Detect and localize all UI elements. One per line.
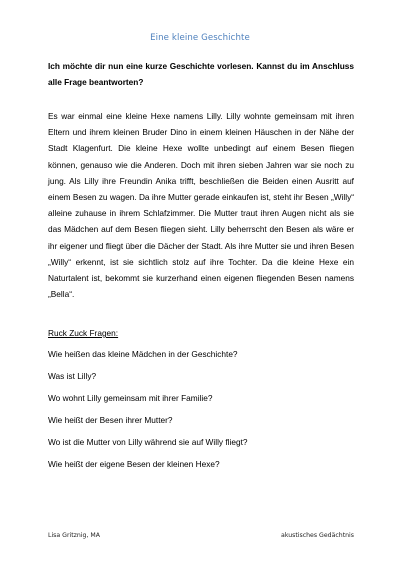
question-item: Was ist Lilly? [48,371,97,381]
question-item: Wo wohnt Lilly gemeinsam mit ihrer Familie? [48,393,213,403]
question-item: Wie heißen das kleine Mädchen in der Geschichte? [48,349,238,359]
question-item: Wo ist die Mutter von Lilly während sie auf Willy fliegt? [48,437,248,447]
question-list [48,348,354,480]
intro-paragraph: Ich möchte dir nun eine kurze Geschichte vorlesen. Kannst du im Anschluss alle Frage beantworten? [48,61,354,87]
questions-heading: Ruck Zuck Fragen: [48,328,119,338]
story-paragraph: Es war einmal eine kleine Hexe namens Lilly. Lilly wohnte gemeinsam mit ihren Eltern und ihrem kleinen Bruder Dino in einem kleinen Häuschen in der Nähe der Stadt Klagenfurt. Die kleine Hexe wollte unbedingt auf einem Besen fliegen können, genauso wie die Anderen. Doch mit ihren sieben Jahren war sie noch zu jung. Als Lilly ihre Freundin Anika trifft, beschließen die Beiden einen Ausritt auf einem Besen zu wagen. Da ihre Mutter gerade einkaufen ist, steht ihr Besen „Willy“ alleine zuhause in ihrem Schlafzimmer. Die Mutter traut ihren Augen nicht als sie das Mädchen auf dem Besen fliegen sieht. Lilly beherrscht den Besen als wäre er ihr eigener und fliegt über die Dächer der Stadt. Als ihre Mutter sie und ihren Besen „Willy“ erkennt, ist sie sichtlich stolz auf ihre Tochter. Da die kleine Hexe ein Naturtalent ist, bekommt sie kurzerhand einen eigenen fliegenden Besen namens „Bella“. [48,111,354,300]
footer-author: Lisa Gritznig, MA [48,532,100,539]
footer-subject: akustisches Gedächtnis [281,532,354,539]
document-title: Eine kleine Geschichte [150,33,250,43]
question-item: Wie heißt der Besen ihrer Mutter? [48,415,173,425]
question-item: Wie heißt der eigene Besen der kleinen Hexe? [48,459,220,469]
